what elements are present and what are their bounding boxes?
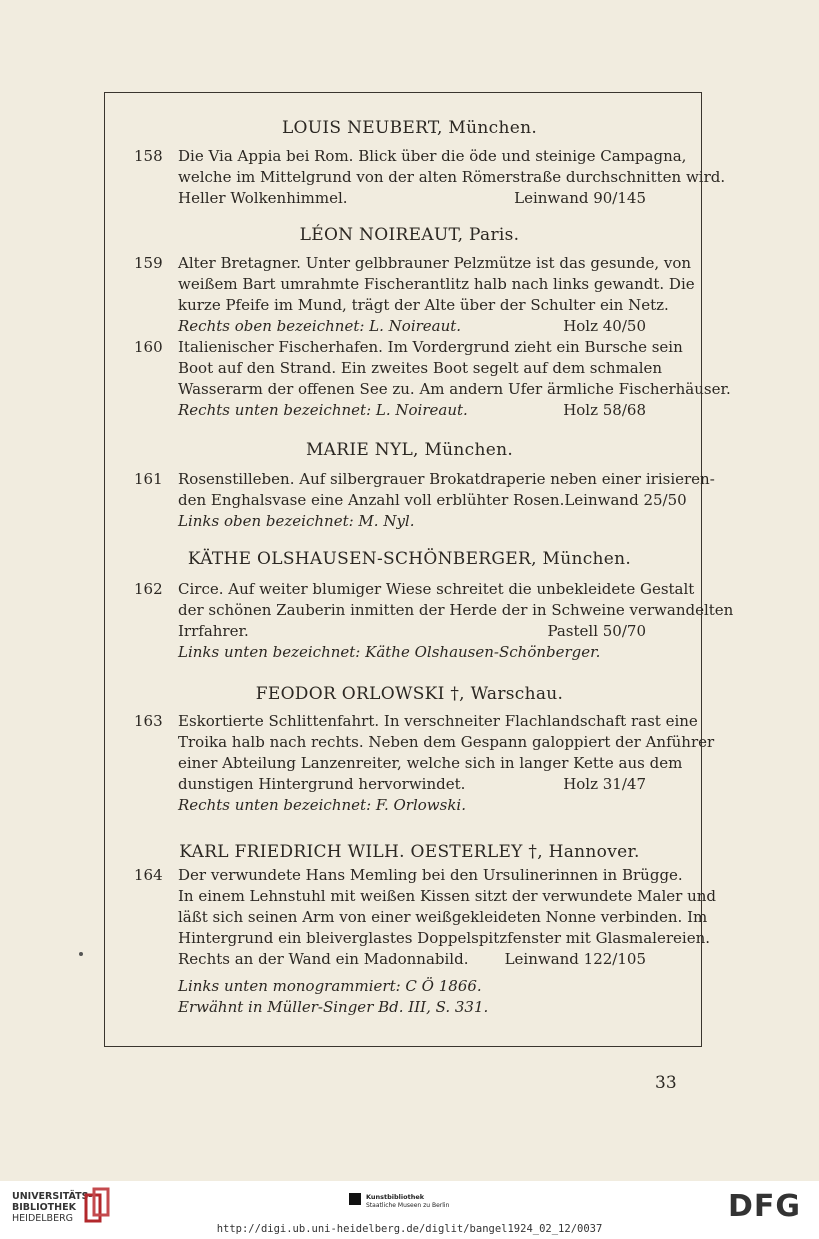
signature-note: Rechts oben bezeichnet: L. Noireaut. (178, 317, 462, 335)
entry-line: Wasserarm der offenen See zu. Am andern Ufer ärmliche Fischerhäuser. (178, 380, 731, 398)
university-emblem-icon (84, 1187, 112, 1223)
artist-heading-nyl: MARIE NYL, München. (305, 440, 514, 460)
reference-note: Erwähnt in Müller-Singer Bd. III, S. 331. (178, 998, 489, 1016)
entry-line: Italienischer Fischerhafen. Im Vordergrund zieht ein Bursche sein (178, 338, 683, 356)
university-line: UNIVERSITÄTS- (12, 1191, 93, 1202)
entry-line: den Enghalsvase eine Anzahl voll erblühter Rosen. (178, 491, 565, 509)
artist-heading-neubert: LOUIS NEUBERT, München. (281, 118, 538, 138)
entry-line: In einem Lehnstuhl mit weißen Kissen sitzt der verwundete Maler und (178, 887, 717, 905)
kunstbibliothek-logo-icon (349, 1193, 361, 1205)
entry-line: Hintergrund ein bleiverglastes Doppelspitzfenster mit Glasmalereien. (178, 929, 711, 947)
entry-line: Irrfahrer. (178, 622, 249, 640)
entry-line: läßt sich seinen Arm von einer weißgekleideten Nonne verbinden. Im (178, 908, 708, 926)
entry-number: 159 (134, 254, 163, 272)
entry-line: dunstigen Hintergrund hervorwindet. (178, 775, 466, 793)
medium-size: Leinwand 122/105 (504, 950, 646, 968)
entry-line: kurze Pfeife im Mund, trägt der Alte über der Schulter ein Netz. (178, 296, 669, 314)
medium-size: Leinwand 25/50 (564, 491, 687, 509)
medium-size: Holz 40/50 (563, 317, 646, 335)
signature-note: Links oben bezeichnet: M. Nyl. (178, 512, 415, 530)
medium-size: Pastell 50/70 (547, 622, 646, 640)
medium-size: Holz 58/68 (563, 401, 646, 419)
entry-line: Heller Wolkenhimmel. (178, 189, 348, 207)
entry-number: 158 (134, 147, 163, 165)
dfg-logo[interactable]: DFG (728, 1189, 802, 1224)
artist-heading-noireaut: LÉON NOIREAUT, Paris. (299, 225, 520, 245)
university-library-logo[interactable] (12, 1191, 92, 1224)
kunstbibliothek-logo[interactable] (366, 1193, 449, 1210)
kb-line: Staatliche Museen zu Berlin (366, 1202, 450, 1209)
entry-line: der schönen Zauberin inmitten der Herde der in Schweine verwandelten (178, 601, 734, 619)
page-number: 33 (655, 1073, 677, 1093)
signature-note: Rechts unten bezeichnet: F. Orlowski. (178, 796, 466, 814)
entry-line: Troika halb nach rechts. Neben dem Gespann galoppiert der Anführer (178, 733, 715, 751)
medium-size: Holz 31/47 (563, 775, 646, 793)
signature-note: Links unten bezeichnet: Käthe Olshausen-Schönberger. (178, 643, 601, 661)
entry-number: 161 (134, 470, 163, 488)
entry-line: weißem Bart umrahmte Fischerantlitz halb nach links gewandt. Die (178, 275, 695, 293)
medium-size: Leinwand 90/145 (514, 189, 646, 207)
entry-line: Der verwundete Hans Memling bei den Ursulinerinnen in Brügge. (178, 866, 683, 884)
signature-note: Rechts unten bezeichnet: L. Noireaut. (178, 401, 468, 419)
entry-number: 163 (134, 712, 163, 730)
entry-line: Eskortierte Schlittenfahrt. In verschneiter Flachlandschaft rast eine (178, 712, 698, 730)
signature-note: Links unten monogrammiert: C Ö 1866. (178, 977, 482, 995)
entry-number: 162 (134, 580, 163, 598)
university-line: BIBLIOTHEK (12, 1202, 76, 1213)
entry-line: Rosenstilleben. Auf silbergrauer Brokatdraperie neben einer irisieren- (178, 470, 715, 488)
entry-line: Die Via Appia bei Rom. Blick über die öde und steinige Campagna, (178, 147, 687, 165)
paper-speck (79, 952, 83, 956)
entry-line: Boot auf den Strand. Ein zweites Boot segelt auf dem schmalen (178, 359, 663, 377)
entry-line: Alter Bretagner. Unter gelbbrauner Pelzmütze ist das gesunde, von (178, 254, 692, 272)
entry-line: Circe. Auf weiter blumiger Wiese schreitet die unbekleidete Gestalt (178, 580, 695, 598)
entry-number: 164 (134, 866, 163, 884)
entry-line: einer Abteilung Lanzenreiter, welche sich in langer Kette aus dem (178, 754, 683, 772)
university-line: HEIDELBERG (12, 1213, 74, 1224)
artist-heading-orlowski: FEODOR ORLOWSKI †, Warschau. (255, 684, 564, 704)
kb-line: Kunstbibliothek (366, 1193, 425, 1201)
entry-line: welche im Mittelgrund von der alten Römerstraße durchschnitten wird. (178, 168, 726, 186)
source-url[interactable]: http://digi.ub.uni-heidelberg.de/diglit/bangel1924_02_12/0037 (216, 1223, 603, 1235)
entry-number: 160 (134, 338, 163, 356)
footer-bar (0, 1181, 819, 1239)
entry-line: Rechts an der Wand ein Madonnabild. (178, 950, 469, 968)
artist-heading-oesterley: KARL FRIEDRICH WILH. OESTERLEY †, Hannover. (179, 842, 640, 862)
artist-heading-olshausen: KÄTHE OLSHAUSEN-SCHÖNBERGER, München. (187, 549, 632, 569)
